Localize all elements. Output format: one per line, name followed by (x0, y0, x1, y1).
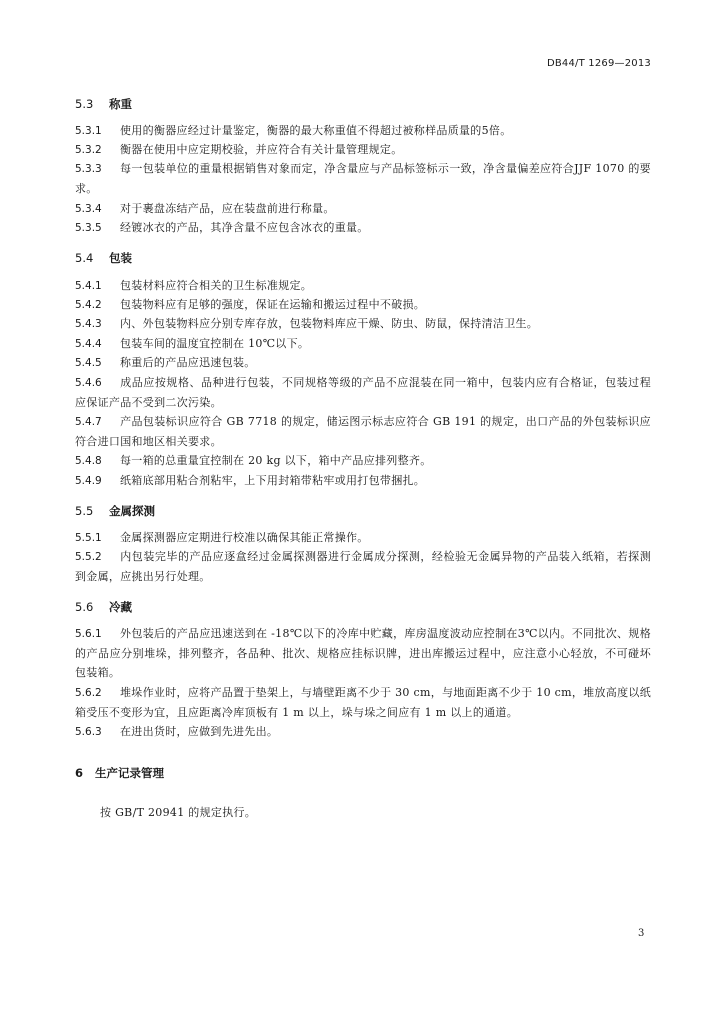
section-heading: 5.4 包装 (75, 251, 132, 265)
page-header: DB44/T 1269—2013 (546, 58, 651, 69)
clause: 5.3.3 每一包装单位的重量根据销售对象而定，净含量应与产品标签标示一致，净含量偏差应符合JJF 1070 的要求。 (75, 162, 651, 195)
page-number: 3 (638, 928, 645, 939)
clause: 5.3.5 经镀冰衣的产品，其净含量不应包含冰衣的重量。 (75, 221, 369, 234)
clause: 5.4.9 纸箱底部用粘合剂粘牢，上下用封箱带粘牢或用打包带捆扎。 (75, 474, 426, 487)
clause: 5.4.3 内、外包装物料应分别专库存放，包装物料库应干燥、防虫、防鼠，保持清洁卫生。 (75, 317, 539, 330)
clause: 5.5.1 金属探测器应定期进行校准以确保其能正常操作。 (75, 531, 369, 544)
clause: 5.4.4 包装车间的温度宜控制在 10℃以下。 (75, 337, 310, 350)
clause: 5.4.6 成品应按规格、品种进行包装，不同规格等级的产品不应混装在同一箱中，包装内应有合格证，包装过程应保证产品不受到二次污染。 (75, 376, 651, 409)
clause: 5.6.3 在进出货时，应做到先进先出。 (75, 725, 279, 738)
clause: 5.4.2 包装物料应有足够的强度，保证在运输和搬运过程中不破损。 (75, 298, 426, 311)
clause: 5.3.4 对于裹盘冻结产品，应在装盘前进行称量。 (75, 202, 335, 215)
section-heading: 5.5 金属探测 (75, 504, 155, 518)
paragraph: 按 GB/T 20941 的规定执行。 (100, 806, 257, 819)
clause: 5.4.7 产品包装标识应符合 GB 7718 的规定，储运图示标志应符合 GB 191 的规定，出口产品的外包装标识应符合进口国和地区相关要求。 (75, 415, 651, 448)
clause: 5.4.5 称重后的产品应迅速包装。 (75, 356, 256, 369)
clause: 5.4.1 包装材料应符合相关的卫生标准规定。 (75, 279, 313, 292)
clause: 5.3.1 使用的衡器应经过计量鉴定，衡器的最大称重值不得超过被称样品质量的5倍。 (75, 124, 512, 137)
clause: 5.6.2 堆垛作业时，应将产品置于垫架上，与墙壁距离不少于 30 cm，与地面距离不少于 10 cm，堆放高度以纸箱受压不变形为宜，且应距离冷库顶板有 1 m 以上，垛与垛之间应有 1 m 以上的通道。 (75, 686, 651, 719)
clause: 5.3.2 衡器在使用中应定期校验，并应符合有关计量管理规定。 (75, 143, 403, 156)
section-heading: 5.3 称重 (75, 97, 132, 111)
clause: 5.6.1 外包装后的产品应迅速送到在 -18℃以下的冷库中贮藏，库房温度波动应控制在3℃以内。不同批次、规格的产品应分别堆垛，排列整齐，各品种、批次、规格应挂标识牌，进出库搬运过程中，应注意小心轻放，不可碰坏包装箱。 (75, 627, 651, 679)
section-heading: 5.6 冷藏 (75, 600, 132, 614)
clause: 5.4.8 每一箱的总重量宜控制在 20 kg 以下，箱中产品应排列整齐。 (75, 454, 432, 467)
chapter-heading: 6 生产记录管理 (75, 766, 164, 780)
clause: 5.5.2 内包装完毕的产品应逐盒经过金属探测器进行金属成分探测，经检验无金属异物的产品装入纸箱，若探测到金属，应挑出另行处理。 (75, 550, 651, 583)
